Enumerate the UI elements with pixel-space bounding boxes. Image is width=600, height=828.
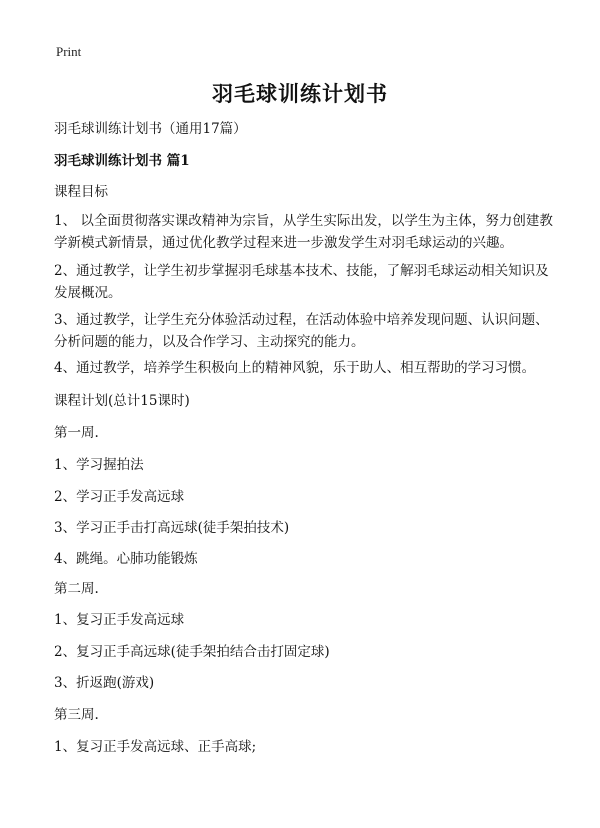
section-heading: 羽毛球训练计划书 篇1: [54, 153, 190, 169]
paragraph-week-3: 第三周.: [54, 707, 99, 723]
paragraph-course-goal: 课程目标: [54, 184, 108, 200]
paragraph-week-2: 第二周.: [54, 581, 99, 597]
print-link[interactable]: Print: [56, 44, 82, 59]
paragraph-goal-1: 1、 以全面贯彻落实课改精神为宗旨，从学生实际出发，以学生为主体，努力创建教学新模式新情景，通过优化教学过程来进一步激发学生对羽毛球运动的兴趣。: [54, 213, 553, 251]
paragraph-course-plan: 课程计划(总计15课时): [54, 393, 190, 409]
paragraph-w2-item-3: 3、折返跑(游戏): [54, 675, 155, 691]
paragraph-w1-item-4: 4、跳绳。心肺功能锻炼: [54, 551, 198, 567]
paragraph-goal-3: 3、通过教学，让学生充分体验活动过程，在活动体验中培养发现问题、认识问题、分析问题的能力，以及合作学习、主动探究的能力。: [54, 312, 549, 350]
paragraph-w1-item-1: 1、学习握拍法: [54, 457, 144, 473]
paragraph-w1-item-2: 2、学习正手发高远球: [54, 489, 185, 505]
paragraph-week-1: 第一周.: [54, 425, 99, 441]
document-subtitle: 羽毛球训练计划书（通用17篇）: [54, 121, 247, 137]
paragraph-w2-item-1: 1、复习正手发高远球: [54, 612, 185, 628]
document-title: 羽毛球训练计划书: [212, 81, 388, 106]
paragraph-goal-2: 2、通过教学，让学生初步掌握羽毛球基本技术、技能，了解羽毛球运动相关知识及发展概况。: [54, 263, 549, 301]
paragraph-w2-item-2: 2、复习正手高远球(徒手架拍结合击打固定球): [54, 644, 330, 660]
paragraph-w3-item-1: 1、复习正手发高远球、正手高球;: [54, 739, 257, 755]
paragraph-w1-item-3: 3、学习正手击打高远球(徒手架拍技术): [54, 520, 290, 536]
paragraph-goal-4: 4、通过教学，培养学生积极向上的精神风貌，乐于助人、相互帮助的学习习惯。: [54, 360, 536, 376]
